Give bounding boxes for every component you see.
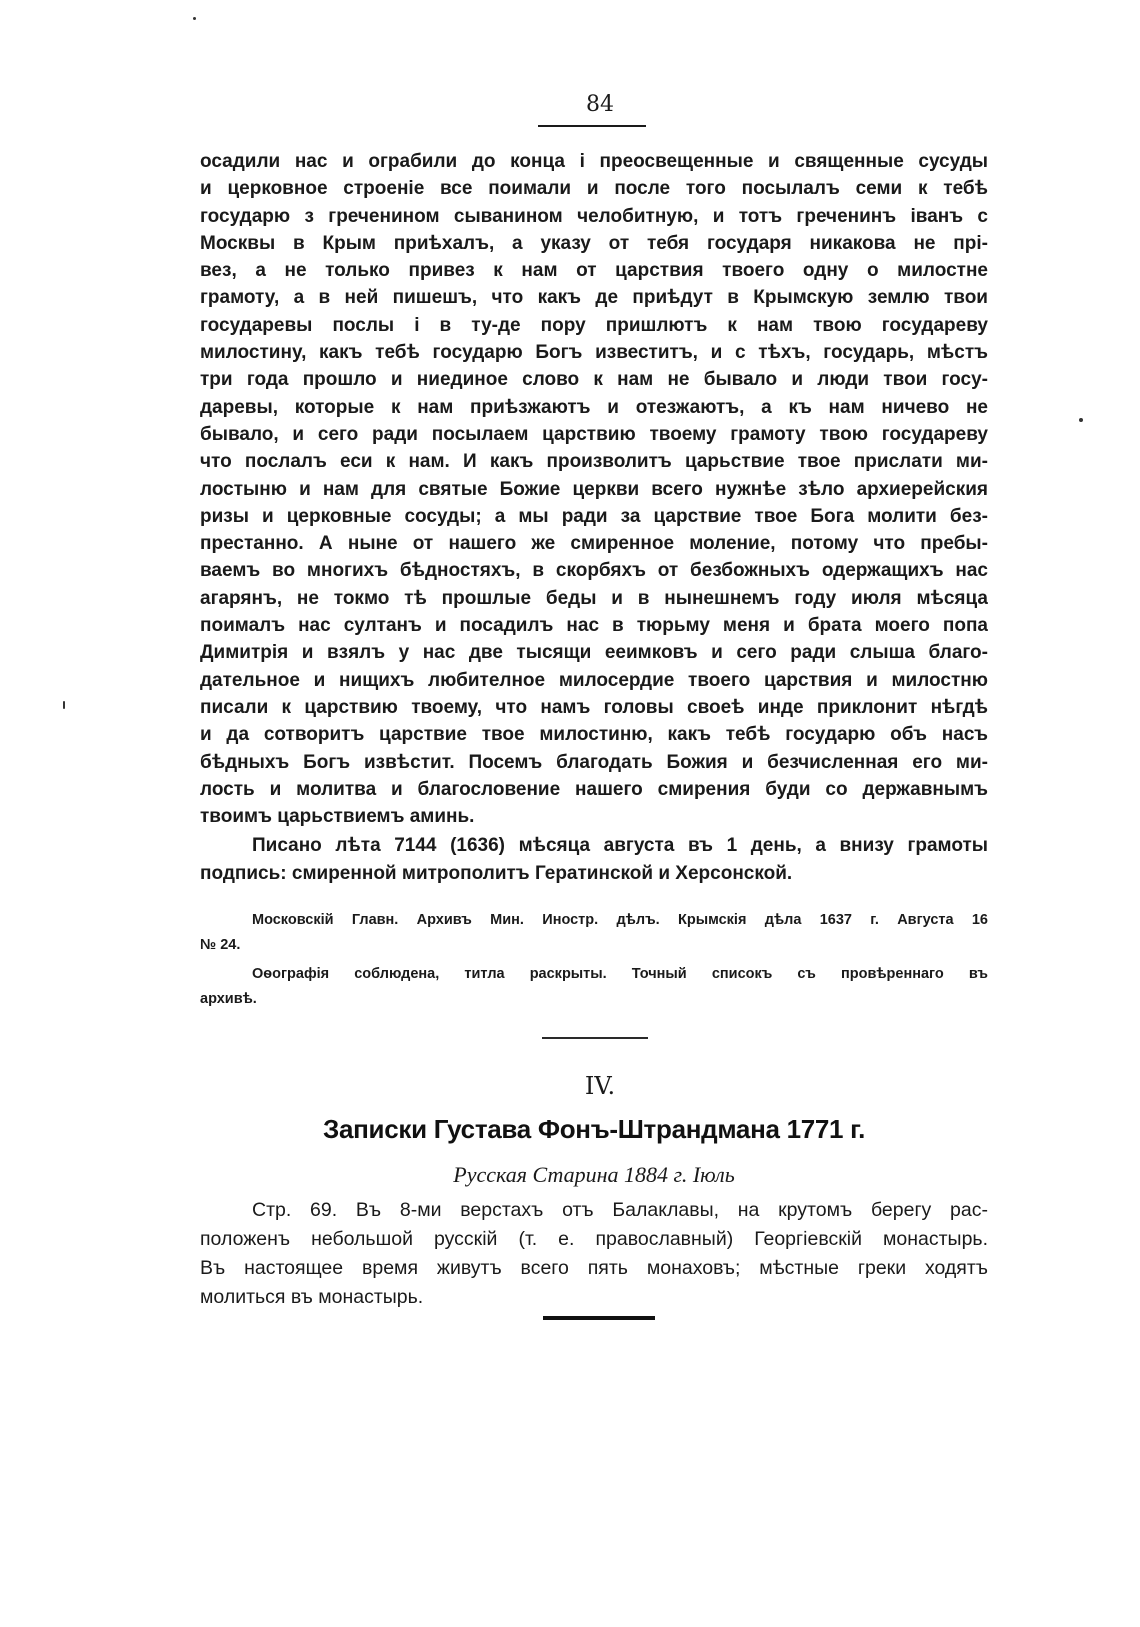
note-line: Московскій Главн. Архивъ Мин. Иностр. дѣлъ. Крымскія дѣла 1637 г. Августа 16 [252,912,988,928]
text-line: и да сотворитъ царствие твое милостиню, какъ тебѣ государю объ насъ [200,724,988,746]
note-line: Оѳографія соблюдена, титла раскрыты. Точный списокъ съ провѣреннаго въ [252,966,988,982]
text-line: Писано лѣта 7144 (1636) мѣсяца августа въ 1 день, а внизу грамоты [252,835,988,857]
text-line: Стр. 69. Въ 8-ми верстахъ отъ Балаклавы, на крутомъ берегу рас- [252,1199,988,1221]
text-line: государю з греченином сыванином челобитную, и тотъ греченинъ іванъ с [200,205,988,227]
text-line: лость и молитва и благословение нашего смирения буди со державнымъ [200,778,988,800]
text-line: лостыню и нам для святые Божие церкви всего нужнѣе зѣло архиерейския [200,478,988,500]
text-line: бывало, и сего ради посылаем царствию твоему грамоту твою государеву [200,423,988,445]
letter-text [200,148,988,887]
text-line: вез, а не только привез к нам от царствия твоего одну о милостне [200,260,988,282]
scan-speck [1079,418,1083,422]
page-number-rule [538,125,646,127]
text-line: положенъ небольшой русскій (т. е. православный) Георгіевскій монастырь. [200,1228,988,1250]
text-line: престанно. А ныне от нашего же смиренное моление, потому что пребы- [200,533,988,555]
archive-source-note [200,908,988,1012]
note-line: архивѣ. [200,991,257,1007]
text-line: грамоту, а в ней пишешъ, что какъ де приѣдут в Крымскую землю твои [200,287,988,309]
end-rule [543,1316,655,1320]
text-line: даревы, которые к нам приѣзжаютъ и отезжаютъ, а къ нам ничево не [200,396,988,418]
text-line: дательное и нищихъ любителное милосердие твоего царствия и милостню [200,669,988,691]
letter-paragraph [200,148,988,830]
section-title: Записки Густава Фонъ-Штрандмана 1771 г. [322,1114,865,1144]
section-numeral: IV. [584,1072,616,1100]
text-line: молиться въ монастырь. [200,1286,424,1308]
text-line: поималъ нас султанъ и посадилъ нас в тюрьму меня и брата моего попа [200,615,988,637]
scan-speck [193,17,196,20]
note-line: № 24. [200,937,241,953]
page-number: 84 [586,92,614,117]
text-line: три года прошло и ниединое слово к нам не бывало и люди твои госу- [200,369,988,391]
scan-speck [63,701,65,709]
section-source: Русская Старина 1884 г. Іюль [453,1162,735,1187]
text-line: государевы послы і в ту-де пору пришлютъ к нам твою государеву [200,314,988,336]
text-line: и церковное строеніе все поимали и после того посылалъ семи к тебѣ [200,178,988,200]
text-line: ризы и церковные сосуды; а мы ради за царствие твое Бога молити без- [200,505,988,527]
text-line: что послалъ еси к нам. И какъ произволитъ царьствие твое прислати ми- [200,451,988,473]
date-paragraph [200,832,988,887]
text-line: ваемъ во многихъ бѣдностяхъ, в скорбяхъ от безбожныхъ одержащихъ нас [200,560,988,582]
text-line: осадили нас и ограбили до конца і преосвещенные и священные сусуды [200,151,988,172]
section-divider [542,1037,648,1039]
text-line: Москвы в Крым приѣхалъ, а указу от тебя государя никакова не прі- [200,232,988,254]
text-line: Въ настоящее время живутъ всего пять монаховъ; мѣстные греки ходятъ [200,1257,988,1279]
section-body [200,1196,988,1312]
text-line: подпись: смиренной митрополитъ Гератинской и Херсонской. [200,862,793,884]
text-line: твоимъ царьствиемъ аминь. [200,806,475,828]
text-line: бѣдныхъ Богъ извѣстит. Посемъ благодать Божия и безчисленная его ми- [200,751,988,773]
text-line: милостину, какъ тебѣ государю Богъ известитъ, и с тѣхъ, государь, мѣстъ [200,342,988,364]
text-line: Димитрія и взялъ у нас две тысящи ееимковъ и сего ради слыша благо- [200,642,988,664]
text-line: агарянъ, не токмо тѣ прошлые беды и в нынешнемъ году июля мѣсяца [200,587,988,609]
text-line: писали к царствию твоему, что намъ головы своеѣ инде приклонит нѣгдѣ [200,696,988,718]
